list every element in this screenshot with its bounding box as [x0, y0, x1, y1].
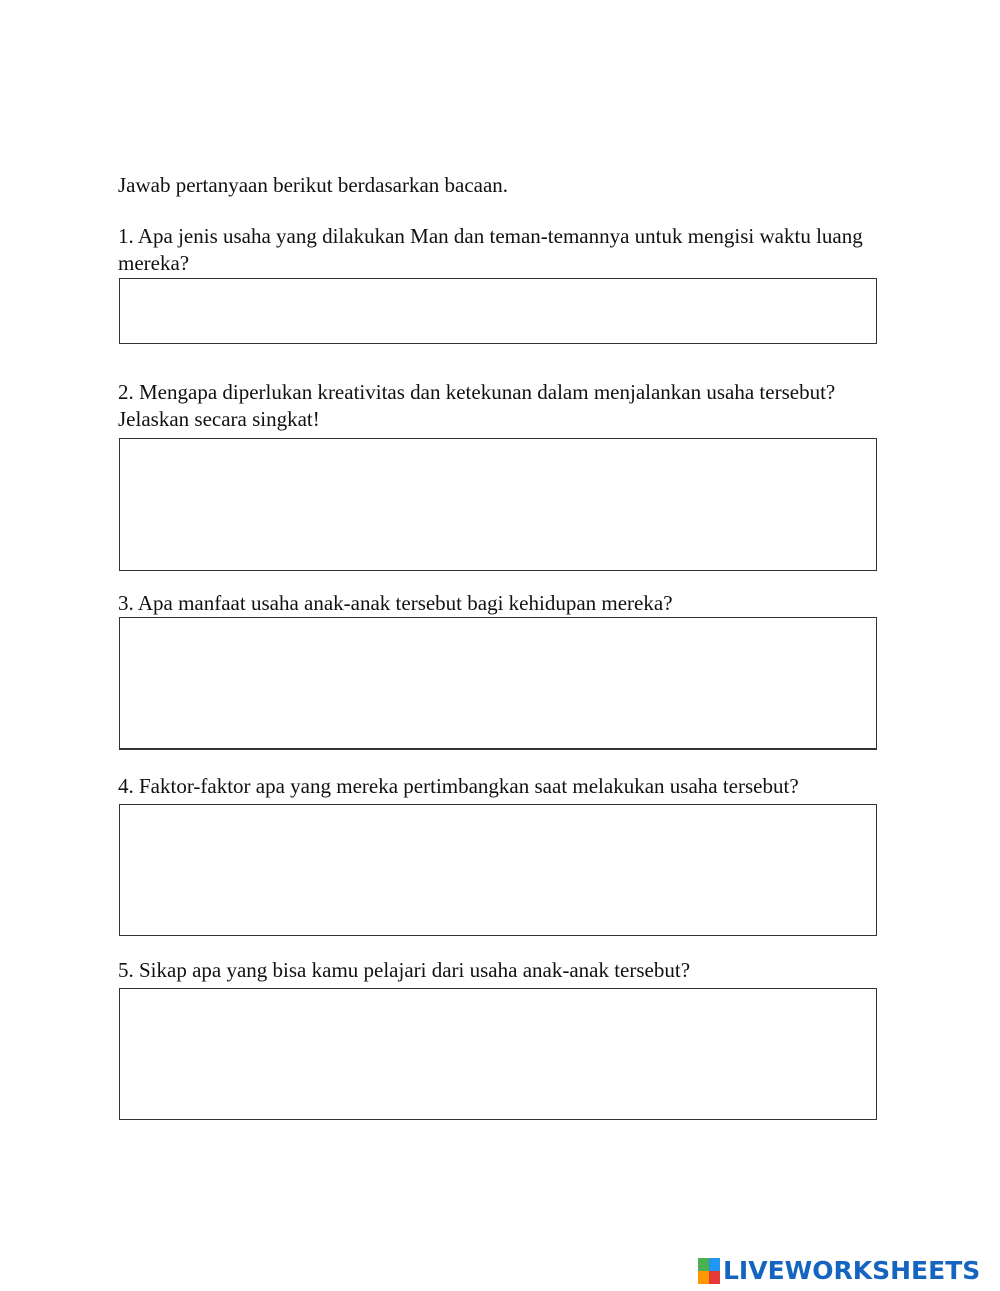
question-3: 3. Apa manfaat usaha anak-anak tersebut bagi kehidupan mereka?	[118, 591, 673, 615]
instruction-text: Jawab pertanyaan berikut berdasarkan bacaan.	[118, 173, 509, 197]
question-1: 1. Apa jenis usaha yang dilakukan Man dan teman-temannya untuk mengisi waktu luang mereka?	[118, 224, 863, 275]
answer-box-3[interactable]	[119, 617, 877, 750]
question-5: 5. Sikap apa yang bisa kamu pelajari dari usaha anak-anak tersebut?	[118, 958, 691, 982]
answer-box-2[interactable]	[119, 438, 877, 571]
question-4: 4. Faktor-faktor apa yang mereka pertimbangkan saat melakukan usaha tersebut?	[118, 774, 799, 798]
question-2: 2. Mengapa diperlukan kreativitas dan ketekunan dalam menjalankan usaha tersebut? Jelaskan secara singkat!	[118, 380, 836, 431]
answer-box-5[interactable]	[119, 988, 877, 1120]
answer-box-4[interactable]	[119, 804, 877, 936]
logo-text: LIVEWORKSHEETS	[723, 1256, 981, 1285]
liveworksheets-logo	[698, 1256, 980, 1286]
answer-box-1[interactable]	[119, 278, 877, 344]
liveworksheets-logo-icon	[698, 1258, 720, 1284]
